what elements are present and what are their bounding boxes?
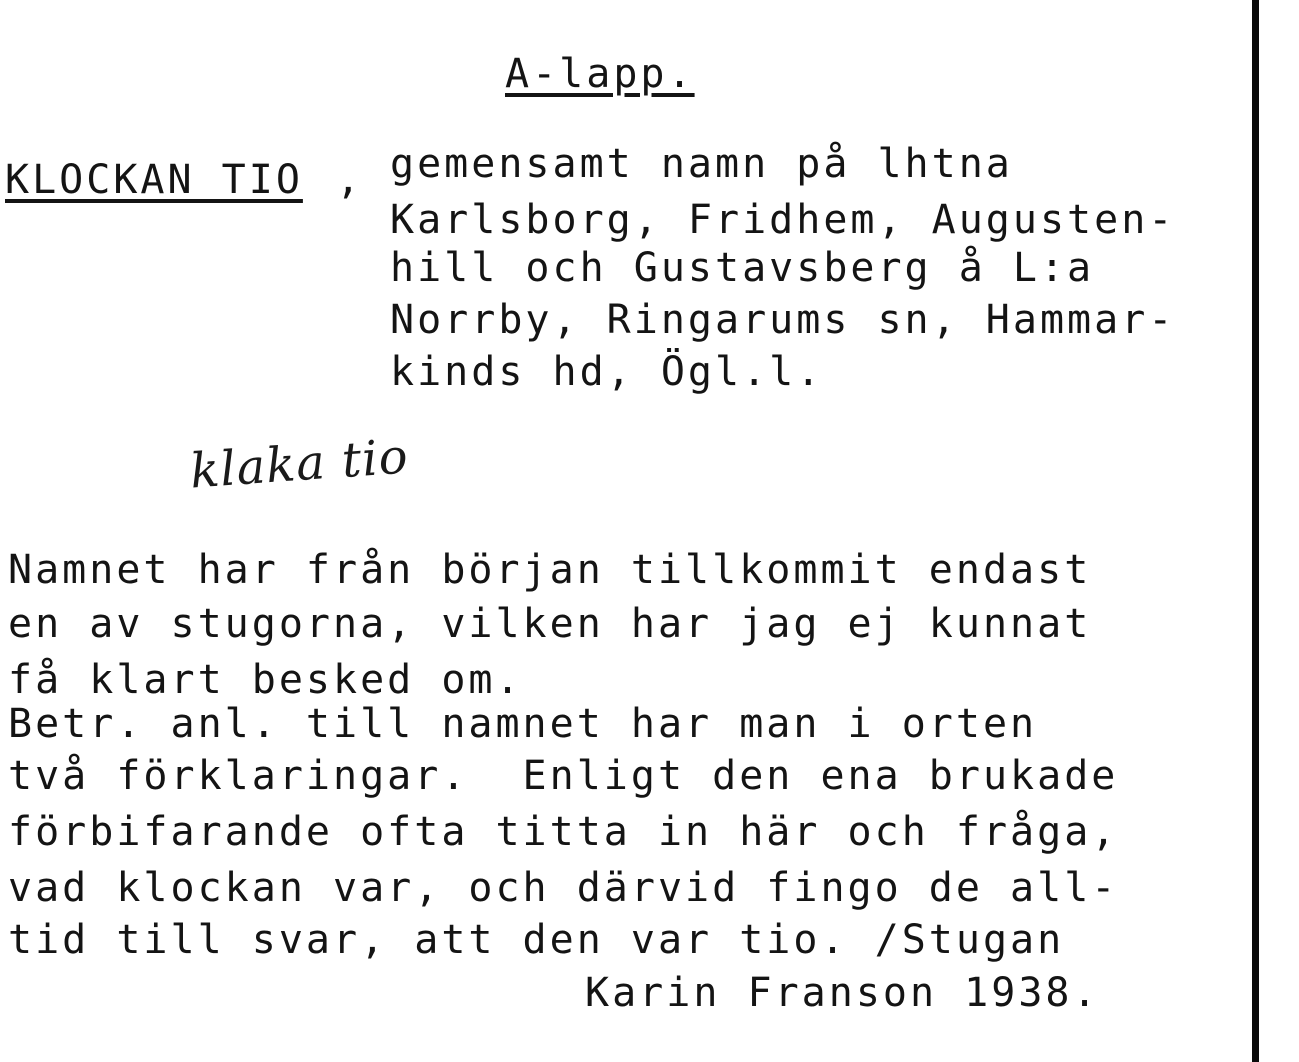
body-line: Betr. anl. till namnet har man i orten	[8, 701, 1038, 747]
card-title: A-lapp.	[505, 51, 695, 97]
definition-line: kinds hd, Ögl.l.	[390, 349, 824, 395]
headword: KLOCKAN TIO	[5, 157, 303, 203]
definition-line: Norrby, Ringarums sn, Hammar-	[390, 297, 1176, 343]
definition-line: Karlsborg, Fridhem, Augusten-	[390, 197, 1176, 243]
body-line: få klart besked om.	[8, 657, 523, 703]
definition-line: gemensamt namn på lhtna	[390, 141, 1013, 187]
card-edge-line	[1252, 0, 1259, 1062]
body-line: tid till svar, att den var tio. /Stugan	[8, 917, 1065, 963]
definition-line: hill och Gustavsberg å L:a	[390, 245, 1095, 291]
headword-punctuation: ,	[336, 157, 364, 203]
handwritten-note: klaka tio	[188, 428, 411, 500]
body-line: Namnet har från början tillkommit endast	[8, 547, 1092, 593]
body-line: vad klockan var, och därvid fingo de all-	[8, 865, 1119, 911]
body-line: två förklaringar. Enligt den ena brukade	[8, 753, 1119, 799]
body-line: förbifarande ofta titta in här och fråga,	[8, 809, 1119, 855]
body-line: en av stugorna, vilken har jag ej kunnat	[8, 601, 1092, 647]
signature-line: Karin Franson 1938.	[585, 970, 1100, 1016]
